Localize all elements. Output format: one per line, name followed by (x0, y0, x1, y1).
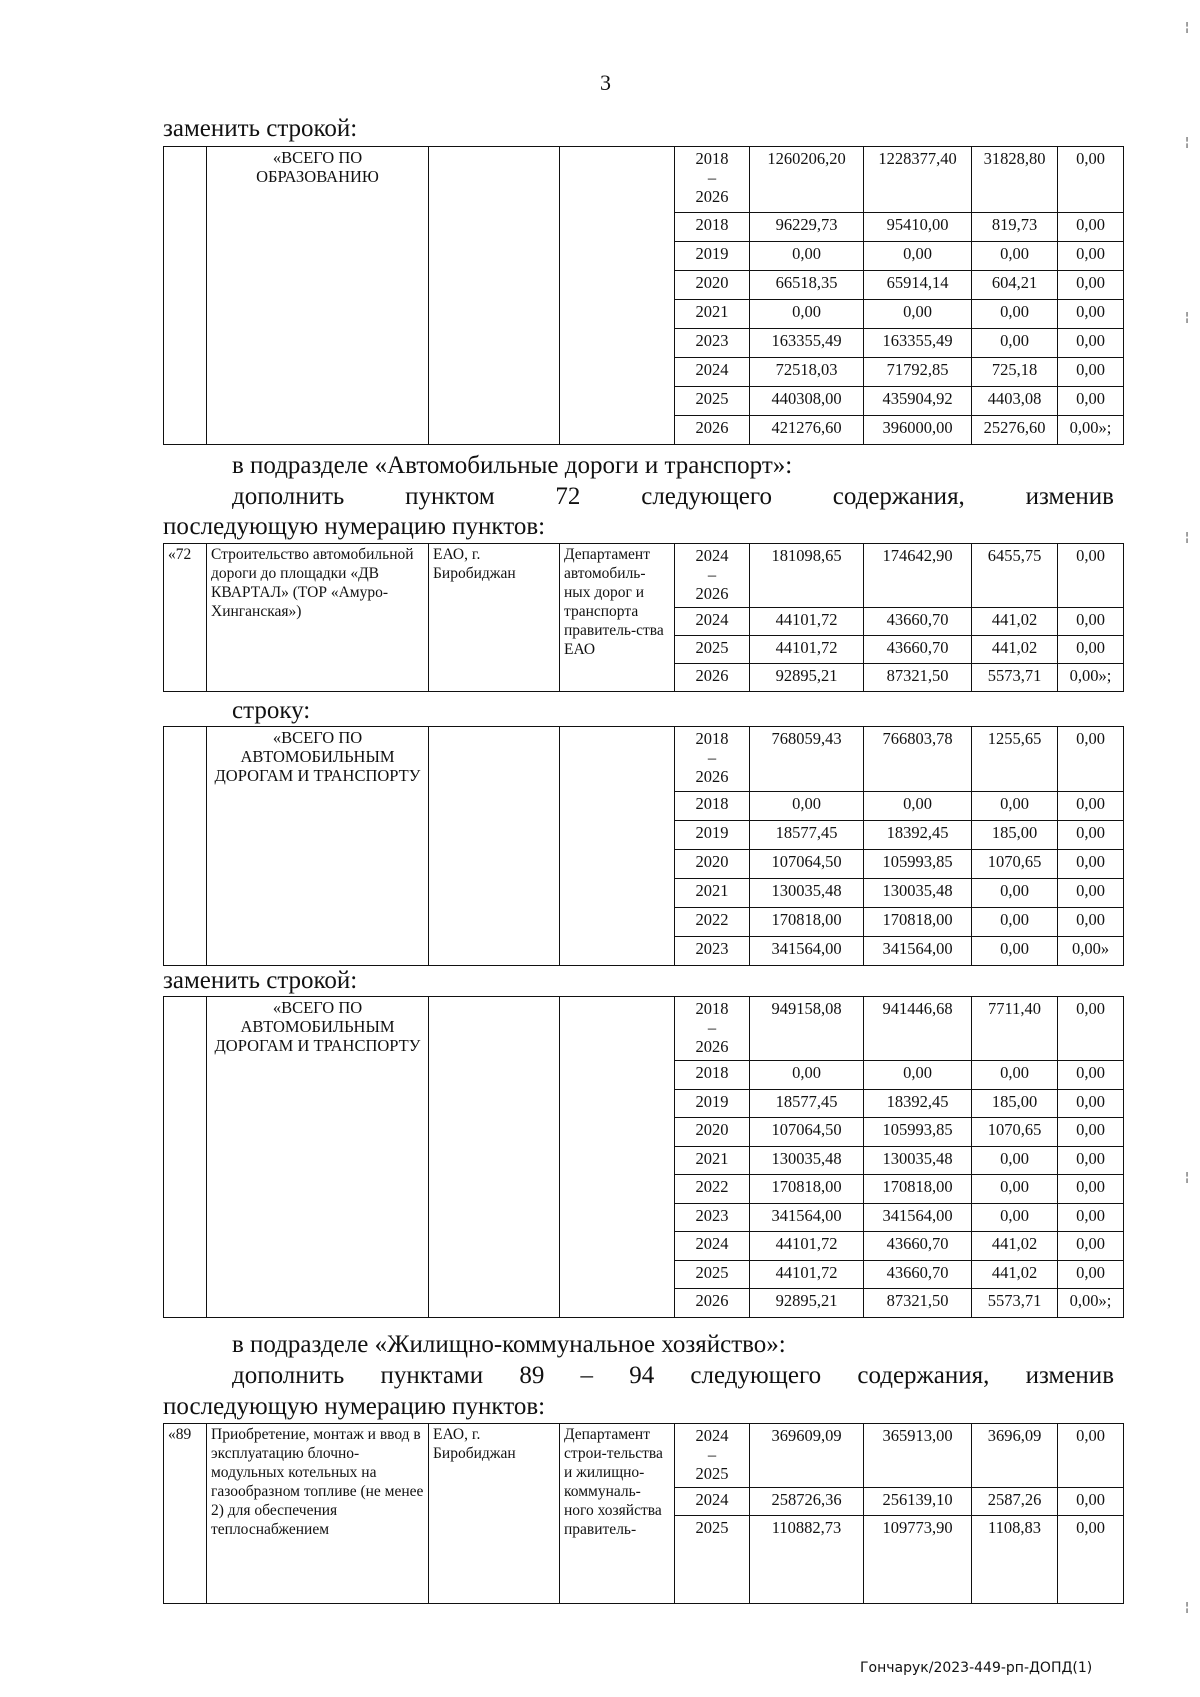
total-value: 949158,08 (750, 997, 864, 1061)
value-cell: 170818,00 (864, 1175, 972, 1204)
value-cell: 71792,85 (864, 358, 972, 387)
total-value: 181098,65 (750, 544, 864, 608)
year-cell: 2023 (675, 937, 750, 966)
year-cell: 2026 (675, 1289, 750, 1318)
value-cell: 96229,73 (750, 213, 864, 242)
value-cell: 0,00 (1058, 608, 1124, 636)
year-cell: 2020 (675, 271, 750, 300)
year-range-cell: 2018 – 2026 (675, 147, 750, 213)
year-cell: 2022 (675, 908, 750, 937)
value-cell: 0,00 (972, 1203, 1058, 1232)
value-cell: 0,00 (1058, 1146, 1124, 1175)
value-cell: 0,00 (972, 879, 1058, 908)
value-cell: 0,00»; (1058, 664, 1124, 692)
value-cell: 819,73 (972, 213, 1058, 242)
item-name: Приобретение, монтаж и ввод в эксплуатацию блочно-модульных котельных на газообразном топливе (не менее 2) для обеспечения теплоснабжением (207, 1424, 429, 1604)
value-cell: 0,00 (1058, 792, 1124, 821)
total-value: 31828,80 (972, 147, 1058, 213)
total-value: 365913,00 (864, 1424, 972, 1488)
scan-mark: ¦ (1185, 135, 1190, 149)
add-item-72-text: дополнить пунктом 72 следующего содержания, изменив (232, 483, 1114, 510)
year-range-cell: 2024 – 2025 (675, 1424, 750, 1488)
value-cell: 0,00 (1058, 821, 1124, 850)
year-cell: 2025 (675, 1260, 750, 1289)
value-cell: 163355,49 (750, 329, 864, 358)
subsection-housing: в подразделе «Жилищно-коммунальное хозяйство»: (232, 1331, 786, 1358)
table-roads-total-old (163, 726, 1124, 966)
table-item-89 (163, 1423, 1124, 1604)
table-item-72 (163, 543, 1124, 692)
location-cell (429, 727, 560, 966)
year-cell: 2023 (675, 329, 750, 358)
value-cell: 66518,35 (750, 271, 864, 300)
total-value: 0,00 (1058, 997, 1124, 1061)
value-cell: 130035,48 (864, 1146, 972, 1175)
total-value: 7711,40 (972, 997, 1058, 1061)
year-cell: 2021 (675, 300, 750, 329)
value-cell: 0,00 (972, 792, 1058, 821)
title-cell: «ВСЕГО ПО АВТОМОБИЛЬНЫМ ДОРОГАМ И ТРАНСПОРТУ (207, 997, 429, 1318)
value-cell: 92895,21 (750, 664, 864, 692)
value-cell: 107064,50 (750, 850, 864, 879)
value-cell: 341564,00 (864, 1203, 972, 1232)
department-cell (560, 147, 675, 445)
item-department: Департамент строи-тельства и жилищно-коммуналь-ного хозяйства правитель- (560, 1424, 675, 1604)
value-cell: 341564,00 (750, 937, 864, 966)
item-location: ЕАО, г. Биробиджан (429, 1424, 560, 1604)
value-cell: 441,02 (972, 608, 1058, 636)
value-cell: 185,00 (972, 821, 1058, 850)
value-cell: 0,00 (750, 242, 864, 271)
value-cell: 435904,92 (864, 387, 972, 416)
value-cell: 0,00 (864, 1061, 972, 1090)
value-cell: 1070,65 (972, 850, 1058, 879)
table-roads-total-new (163, 996, 1124, 1318)
value-cell: 0,00 (1058, 1089, 1124, 1118)
value-cell: 43660,70 (864, 1260, 972, 1289)
value-cell: 170818,00 (750, 1175, 864, 1204)
value-cell: 170818,00 (750, 908, 864, 937)
year-cell: 2018 (675, 213, 750, 242)
value-cell: 95410,00 (864, 213, 972, 242)
value-cell: 0,00»; (1058, 416, 1124, 445)
value-cell: 0,00 (1058, 1516, 1124, 1604)
year-cell: 2023 (675, 1203, 750, 1232)
value-cell: 1070,65 (972, 1118, 1058, 1147)
value-cell: 604,21 (972, 271, 1058, 300)
value-cell: 0,00 (1058, 1118, 1124, 1147)
value-cell: 44101,72 (750, 608, 864, 636)
replace-heading-1: заменить строкой: (163, 115, 358, 142)
value-cell: 43660,70 (864, 608, 972, 636)
value-cell: 441,02 (972, 1232, 1058, 1261)
value-cell: 0,00 (1058, 850, 1124, 879)
year-cell: 2024 (675, 358, 750, 387)
value-cell: 0,00 (1058, 636, 1124, 664)
total-value: 174642,90 (864, 544, 972, 608)
value-cell: 0,00 (1058, 1175, 1124, 1204)
department-cell (560, 997, 675, 1318)
value-cell: 0,00 (972, 908, 1058, 937)
value-cell: 0,00 (750, 1061, 864, 1090)
num-cell (164, 147, 207, 445)
title-cell: «ВСЕГО ПО ОБРАЗОВАНИЮ (207, 147, 429, 445)
year-cell: 2019 (675, 821, 750, 850)
year-range-cell: 2018 – 2026 (675, 727, 750, 792)
value-cell: 87321,50 (864, 1289, 972, 1318)
value-cell: 0,00 (750, 300, 864, 329)
subsection-roads: в подразделе «Автомобильные дороги и транспорт»: (232, 452, 793, 479)
value-cell: 185,00 (972, 1089, 1058, 1118)
num-cell (164, 727, 207, 966)
year-cell: 2025 (675, 1516, 750, 1604)
year-cell: 2022 (675, 1175, 750, 1204)
value-cell: 0,00 (1058, 300, 1124, 329)
value-cell: 0,00 (1058, 908, 1124, 937)
item-location: ЕАО, г. Биробиджан (429, 544, 560, 692)
total-value: 1255,65 (972, 727, 1058, 792)
item-number: «89 (164, 1424, 207, 1604)
value-cell: 0,00»; (1058, 1289, 1124, 1318)
value-cell: 0,00 (1058, 1260, 1124, 1289)
value-cell: 107064,50 (750, 1118, 864, 1147)
value-cell: 5573,71 (972, 1289, 1058, 1318)
value-cell: 170818,00 (864, 908, 972, 937)
value-cell: 0,00 (864, 242, 972, 271)
value-cell: 0,00 (1058, 1203, 1124, 1232)
value-cell: 105993,85 (864, 850, 972, 879)
value-cell: 341564,00 (750, 1203, 864, 1232)
value-cell: 43660,70 (864, 636, 972, 664)
scan-mark: ¦ (1185, 20, 1190, 34)
year-cell: 2026 (675, 416, 750, 445)
value-cell: 130035,48 (750, 1146, 864, 1175)
value-cell: 0,00 (972, 1061, 1058, 1090)
value-cell: 0,00 (864, 300, 972, 329)
value-cell: 130035,48 (750, 879, 864, 908)
renumber-text-2: последующую нумерацию пунктов: (163, 1393, 546, 1420)
value-cell: 0,00 (972, 1146, 1058, 1175)
value-cell: 18392,45 (864, 1089, 972, 1118)
year-cell: 2019 (675, 242, 750, 271)
value-cell: 65914,14 (864, 271, 972, 300)
total-value: 0,00 (1058, 544, 1124, 608)
value-cell: 18577,45 (750, 821, 864, 850)
value-cell: 4403,08 (972, 387, 1058, 416)
year-range-cell: 2024 – 2026 (675, 544, 750, 608)
item-department: Департамент автомобиль-ных дорог и транспорта правитель-ства ЕАО (560, 544, 675, 692)
year-cell: 2021 (675, 879, 750, 908)
value-cell: 0,00 (972, 329, 1058, 358)
value-cell: 258726,36 (750, 1488, 864, 1516)
year-cell: 2018 (675, 1061, 750, 1090)
value-cell: 1108,83 (972, 1516, 1058, 1604)
value-cell: 440308,00 (750, 387, 864, 416)
scan-mark: ¦ (1185, 530, 1190, 544)
value-cell: 441,02 (972, 1260, 1058, 1289)
year-cell: 2020 (675, 850, 750, 879)
value-cell: 18392,45 (864, 821, 972, 850)
value-cell: 0,00 (972, 937, 1058, 966)
value-cell: 0,00» (1058, 937, 1124, 966)
value-cell: 109773,90 (864, 1516, 972, 1604)
value-cell: 0,00 (1058, 1232, 1124, 1261)
location-cell (429, 147, 560, 445)
total-value: 1228377,40 (864, 147, 972, 213)
value-cell: 43660,70 (864, 1232, 972, 1261)
value-cell: 0,00 (1058, 879, 1124, 908)
scan-mark: ¦ (1185, 310, 1190, 324)
value-cell: 396000,00 (864, 416, 972, 445)
add-items-89-94-text: дополнить пунктами 89 – 94 следующего содержания, изменив (232, 1362, 1114, 1389)
year-cell: 2024 (675, 1232, 750, 1261)
location-cell (429, 997, 560, 1318)
year-cell: 2025 (675, 636, 750, 664)
value-cell: 92895,21 (750, 1289, 864, 1318)
value-cell: 0,00 (750, 792, 864, 821)
item-number: «72 (164, 544, 207, 692)
value-cell: 0,00 (864, 792, 972, 821)
value-cell: 0,00 (1058, 242, 1124, 271)
year-cell: 2020 (675, 1118, 750, 1147)
value-cell: 105993,85 (864, 1118, 972, 1147)
row-label: строку: (232, 697, 311, 724)
value-cell: 5573,71 (972, 664, 1058, 692)
year-cell: 2024 (675, 1488, 750, 1516)
value-cell: 341564,00 (864, 937, 972, 966)
value-cell: 163355,49 (864, 329, 972, 358)
value-cell: 18577,45 (750, 1089, 864, 1118)
scan-mark: ¦ (1185, 1170, 1190, 1184)
value-cell: 0,00 (972, 1175, 1058, 1204)
total-value: 766803,78 (864, 727, 972, 792)
value-cell: 0,00 (1058, 329, 1124, 358)
value-cell: 72518,03 (750, 358, 864, 387)
total-value: 369609,09 (750, 1424, 864, 1488)
value-cell: 0,00 (1058, 1061, 1124, 1090)
year-cell: 2021 (675, 1146, 750, 1175)
department-cell (560, 727, 675, 966)
value-cell: 0,00 (972, 300, 1058, 329)
value-cell: 256139,10 (864, 1488, 972, 1516)
value-cell: 421276,60 (750, 416, 864, 445)
year-range-cell: 2018 – 2026 (675, 997, 750, 1061)
value-cell: 0,00 (1058, 358, 1124, 387)
value-cell: 441,02 (972, 636, 1058, 664)
value-cell: 0,00 (1058, 213, 1124, 242)
value-cell: 0,00 (1058, 387, 1124, 416)
year-cell: 2024 (675, 608, 750, 636)
total-value: 941446,68 (864, 997, 972, 1061)
value-cell: 0,00 (972, 242, 1058, 271)
page-number: 3 (600, 70, 611, 95)
document-footer-id: Гончарук/2023-449-рп-ДОПД(1) (860, 1660, 1093, 1676)
value-cell: 725,18 (972, 358, 1058, 387)
year-cell: 2019 (675, 1089, 750, 1118)
year-cell: 2018 (675, 792, 750, 821)
total-value: 0,00 (1058, 727, 1124, 792)
value-cell: 0,00 (1058, 271, 1124, 300)
value-cell: 110882,73 (750, 1516, 864, 1604)
num-cell (164, 997, 207, 1318)
value-cell: 25276,60 (972, 416, 1058, 445)
total-value: 3696,09 (972, 1424, 1058, 1488)
value-cell: 44101,72 (750, 1260, 864, 1289)
value-cell: 44101,72 (750, 1232, 864, 1261)
value-cell: 0,00 (1058, 1488, 1124, 1516)
item-name: Строительство автомобильной дороги до площадки «ДВ КВАРТАЛ» (ТОР «Амуро-Хинганская») (207, 544, 429, 692)
replace-heading-2: заменить строкой: (163, 967, 358, 994)
year-cell: 2026 (675, 664, 750, 692)
scan-mark: ¦ (1185, 1600, 1190, 1614)
value-cell: 2587,26 (972, 1488, 1058, 1516)
total-value: 0,00 (1058, 1424, 1124, 1488)
title-cell: «ВСЕГО ПО АВТОМОБИЛЬНЫМ ДОРОГАМ И ТРАНСПОРТУ (207, 727, 429, 966)
total-value: 768059,43 (750, 727, 864, 792)
renumber-text-1: последующую нумерацию пунктов: (163, 513, 546, 540)
total-value: 1260206,20 (750, 147, 864, 213)
year-cell: 2025 (675, 387, 750, 416)
total-value: 0,00 (1058, 147, 1124, 213)
table-education-total (163, 146, 1124, 445)
value-cell: 130035,48 (864, 879, 972, 908)
total-value: 6455,75 (972, 544, 1058, 608)
value-cell: 87321,50 (864, 664, 972, 692)
value-cell: 44101,72 (750, 636, 864, 664)
